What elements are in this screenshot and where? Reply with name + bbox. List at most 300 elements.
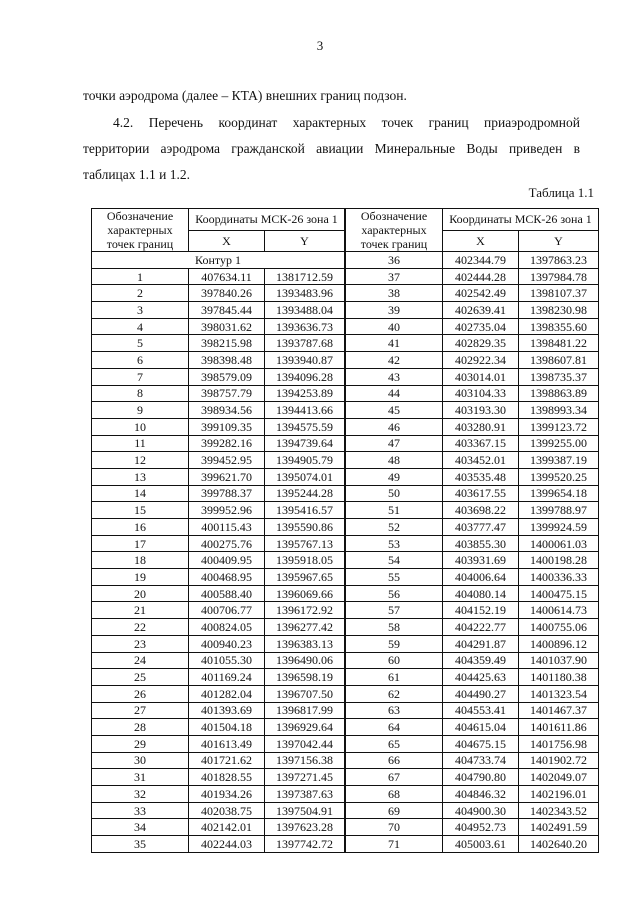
table-row	[92, 719, 345, 736]
table-row	[92, 285, 345, 302]
point-number-cell: 65	[346, 735, 443, 752]
coordinates-table-left	[91, 208, 345, 853]
table-row	[346, 685, 599, 702]
y-cell: 1402343.52	[519, 802, 599, 819]
paragraph-line-1: точки аэродрома (далее – КТА) внешних границ подзон.	[83, 88, 407, 103]
table-row	[346, 635, 599, 652]
table-row	[346, 468, 599, 485]
y-cell: 1401180.38	[519, 669, 599, 686]
header-point-designation: Обозначение характерных точек границ	[346, 209, 443, 252]
point-number-cell: 66	[346, 752, 443, 769]
table-row	[346, 435, 599, 452]
point-number-cell: 28	[92, 719, 189, 736]
x-cell: 397840.26	[189, 285, 265, 302]
point-number-cell: 57	[346, 602, 443, 619]
x-cell: 400824.05	[189, 619, 265, 636]
table-row	[92, 735, 345, 752]
point-number-cell: 69	[346, 802, 443, 819]
y-cell: 1400198.28	[519, 552, 599, 569]
point-number-cell: 53	[346, 535, 443, 552]
x-cell: 402922.34	[443, 352, 519, 369]
table-row	[346, 552, 599, 569]
point-number-cell: 8	[92, 385, 189, 402]
y-cell: 1381712.59	[265, 268, 345, 285]
x-cell: 405003.61	[443, 836, 519, 853]
x-cell: 404425.63	[443, 669, 519, 686]
table-row	[346, 285, 599, 302]
y-cell: 1396172.92	[265, 602, 345, 619]
y-cell: 1400061.03	[519, 535, 599, 552]
table-row	[92, 535, 345, 552]
y-cell: 1402049.07	[519, 769, 599, 786]
table-row	[92, 602, 345, 619]
x-cell: 404553.41	[443, 702, 519, 719]
table-row	[92, 418, 345, 435]
y-cell: 1394096.28	[265, 368, 345, 385]
x-cell: 400588.40	[189, 585, 265, 602]
table-row	[346, 385, 599, 402]
point-number-cell: 61	[346, 669, 443, 686]
x-cell: 404291.87	[443, 635, 519, 652]
point-number-cell: 60	[346, 652, 443, 669]
table-row	[92, 502, 345, 519]
table-row	[346, 502, 599, 519]
x-cell: 400115.43	[189, 519, 265, 536]
x-cell: 401055.30	[189, 652, 265, 669]
point-number-cell: 64	[346, 719, 443, 736]
y-cell: 1393787.68	[265, 335, 345, 352]
table-row	[92, 368, 345, 385]
x-cell: 400706.77	[189, 602, 265, 619]
point-number-cell: 22	[92, 619, 189, 636]
x-cell: 398031.62	[189, 318, 265, 335]
header-y: Y	[265, 230, 345, 252]
y-cell: 1395918.05	[265, 552, 345, 569]
table-row	[346, 402, 599, 419]
y-cell: 1395244.28	[265, 485, 345, 502]
table-caption: Таблица 1.1	[528, 185, 594, 200]
point-number-cell: 25	[92, 669, 189, 686]
x-cell: 402142.01	[189, 819, 265, 836]
y-cell: 1394575.59	[265, 418, 345, 435]
x-cell: 402829.35	[443, 335, 519, 352]
x-cell: 400940.23	[189, 635, 265, 652]
header-point-designation: Обозначение характерных точек границ	[92, 209, 189, 252]
table-row	[346, 485, 599, 502]
contour-row	[92, 252, 345, 269]
y-cell: 1399654.18	[519, 485, 599, 502]
y-cell: 1398230.98	[519, 302, 599, 319]
point-number-cell: 62	[346, 685, 443, 702]
y-cell: 1398993.34	[519, 402, 599, 419]
y-cell: 1397863.23	[519, 252, 599, 269]
y-cell: 1399387.19	[519, 452, 599, 469]
page-number: 3	[316, 38, 324, 53]
point-number-cell: 29	[92, 735, 189, 752]
x-cell: 402038.75	[189, 802, 265, 819]
x-cell: 398215.98	[189, 335, 265, 352]
x-cell: 403617.55	[443, 485, 519, 502]
point-number-cell: 34	[92, 819, 189, 836]
table-row	[92, 352, 345, 369]
y-cell: 1393636.73	[265, 318, 345, 335]
header-y: Y	[519, 230, 599, 252]
y-cell: 1397271.45	[265, 769, 345, 786]
x-cell: 403014.01	[443, 368, 519, 385]
y-cell: 1393483.96	[265, 285, 345, 302]
y-cell: 1397387.63	[265, 786, 345, 803]
x-cell: 404152.19	[443, 602, 519, 619]
y-cell: 1395416.57	[265, 502, 345, 519]
y-cell: 1401611.86	[519, 719, 599, 736]
y-cell: 1398107.37	[519, 285, 599, 302]
point-number-cell: 9	[92, 402, 189, 419]
point-number-cell: 18	[92, 552, 189, 569]
y-cell: 1400614.73	[519, 602, 599, 619]
x-cell: 404675.15	[443, 735, 519, 752]
y-cell: 1398481.22	[519, 335, 599, 352]
point-number-cell: 20	[92, 585, 189, 602]
x-cell: 403452.01	[443, 452, 519, 469]
table-row	[346, 819, 599, 836]
x-cell: 400275.76	[189, 535, 265, 552]
y-cell: 1397623.28	[265, 819, 345, 836]
point-number-cell: 31	[92, 769, 189, 786]
x-cell: 398579.09	[189, 368, 265, 385]
x-cell: 403855.30	[443, 535, 519, 552]
y-cell: 1400336.33	[519, 569, 599, 586]
table-row	[92, 802, 345, 819]
x-cell: 403777.47	[443, 519, 519, 536]
y-cell: 1396598.19	[265, 669, 345, 686]
point-number-cell: 37	[346, 268, 443, 285]
point-number-cell: 5	[92, 335, 189, 352]
y-cell: 1396277.42	[265, 619, 345, 636]
table-row	[346, 652, 599, 669]
y-cell: 1393940.87	[265, 352, 345, 369]
y-cell: 1399255.00	[519, 435, 599, 452]
y-cell: 1395767.13	[265, 535, 345, 552]
point-number-cell: 52	[346, 519, 443, 536]
y-cell: 1396069.66	[265, 585, 345, 602]
x-cell: 401282.04	[189, 685, 265, 702]
point-number-cell: 4	[92, 318, 189, 335]
y-cell: 1396817.99	[265, 702, 345, 719]
x-cell: 401721.62	[189, 752, 265, 769]
y-cell: 1397984.78	[519, 268, 599, 285]
x-cell: 399788.37	[189, 485, 265, 502]
table-row	[346, 702, 599, 719]
y-cell: 1398735.37	[519, 368, 599, 385]
point-number-cell: 68	[346, 786, 443, 803]
y-cell: 1399123.72	[519, 418, 599, 435]
y-cell: 1399924.59	[519, 519, 599, 536]
header-x: X	[189, 230, 265, 252]
header-coordinates: Координаты МСК-26 зона 1	[443, 209, 599, 231]
x-cell: 399109.35	[189, 418, 265, 435]
y-cell: 1396929.64	[265, 719, 345, 736]
y-cell: 1396707.50	[265, 685, 345, 702]
x-cell: 402542.49	[443, 285, 519, 302]
table-row	[92, 752, 345, 769]
header-coordinates: Координаты МСК-26 зона 1	[189, 209, 345, 231]
point-number-cell: 23	[92, 635, 189, 652]
table-row	[346, 418, 599, 435]
y-cell: 1401902.72	[519, 752, 599, 769]
point-number-cell: 55	[346, 569, 443, 586]
x-cell: 404490.27	[443, 685, 519, 702]
point-number-cell: 38	[346, 285, 443, 302]
point-number-cell: 6	[92, 352, 189, 369]
table-row	[346, 585, 599, 602]
y-cell: 1401323.54	[519, 685, 599, 702]
table-row	[346, 802, 599, 819]
table-row	[346, 519, 599, 536]
y-cell: 1401037.90	[519, 652, 599, 669]
x-cell: 402639.41	[443, 302, 519, 319]
table-row	[92, 318, 345, 335]
paragraph-line-2: 4.2. Перечень координат характерных точек границ приаэродромной	[113, 115, 580, 130]
y-cell: 1395074.01	[265, 468, 345, 485]
point-number-cell: 46	[346, 418, 443, 435]
table-body-right	[346, 252, 599, 853]
point-number-cell: 1	[92, 268, 189, 285]
x-cell: 402344.79	[443, 252, 519, 269]
point-number-cell: 40	[346, 318, 443, 335]
table-row	[92, 435, 345, 452]
x-cell: 399452.95	[189, 452, 265, 469]
point-number-cell: 30	[92, 752, 189, 769]
table-row	[346, 252, 599, 269]
x-cell: 401504.18	[189, 719, 265, 736]
table-row	[92, 786, 345, 803]
point-number-cell: 67	[346, 769, 443, 786]
x-cell: 401393.69	[189, 702, 265, 719]
table-row	[92, 268, 345, 285]
point-number-cell: 26	[92, 685, 189, 702]
x-cell: 403104.33	[443, 385, 519, 402]
table-row	[92, 769, 345, 786]
x-cell: 403280.91	[443, 418, 519, 435]
table-row	[92, 385, 345, 402]
point-number-cell: 16	[92, 519, 189, 536]
x-cell: 404359.49	[443, 652, 519, 669]
y-cell: 1401756.98	[519, 735, 599, 752]
table-row	[92, 552, 345, 569]
y-cell: 1395967.65	[265, 569, 345, 586]
table-row	[92, 302, 345, 319]
table-row	[92, 702, 345, 719]
point-number-cell: 3	[92, 302, 189, 319]
table-row	[92, 485, 345, 502]
x-cell: 404790.80	[443, 769, 519, 786]
y-cell: 1394253.89	[265, 385, 345, 402]
x-cell: 404615.04	[443, 719, 519, 736]
y-cell: 1397156.38	[265, 752, 345, 769]
table-row	[92, 685, 345, 702]
point-number-cell: 27	[92, 702, 189, 719]
table-body-left	[92, 252, 345, 853]
point-number-cell: 13	[92, 468, 189, 485]
header-x: X	[443, 230, 519, 252]
x-cell: 397845.44	[189, 302, 265, 319]
point-number-cell: 32	[92, 786, 189, 803]
point-number-cell: 48	[346, 452, 443, 469]
x-cell: 399621.70	[189, 468, 265, 485]
y-cell: 1400475.15	[519, 585, 599, 602]
table-row	[92, 335, 345, 352]
y-cell: 1402196.01	[519, 786, 599, 803]
y-cell: 1396383.13	[265, 635, 345, 652]
x-cell: 398934.56	[189, 402, 265, 419]
x-cell: 403193.30	[443, 402, 519, 419]
x-cell: 404900.30	[443, 802, 519, 819]
table-row	[92, 652, 345, 669]
y-cell: 1397504.91	[265, 802, 345, 819]
table-row	[346, 752, 599, 769]
x-cell: 402735.04	[443, 318, 519, 335]
point-number-cell: 71	[346, 836, 443, 853]
table-row	[346, 569, 599, 586]
table-row	[92, 468, 345, 485]
y-cell: 1397042.44	[265, 735, 345, 752]
point-number-cell: 70	[346, 819, 443, 836]
point-number-cell: 39	[346, 302, 443, 319]
table-row	[346, 602, 599, 619]
x-cell: 402444.28	[443, 268, 519, 285]
table-row	[346, 352, 599, 369]
point-number-cell: 11	[92, 435, 189, 452]
table-row	[346, 368, 599, 385]
table-row	[346, 769, 599, 786]
point-number-cell: 43	[346, 368, 443, 385]
point-number-cell: 42	[346, 352, 443, 369]
point-number-cell: 2	[92, 285, 189, 302]
x-cell: 401934.26	[189, 786, 265, 803]
y-cell: 1398355.60	[519, 318, 599, 335]
point-number-cell: 44	[346, 385, 443, 402]
x-cell: 400409.95	[189, 552, 265, 569]
x-cell: 404846.32	[443, 786, 519, 803]
table-row	[346, 535, 599, 552]
table-row	[346, 669, 599, 686]
point-number-cell: 19	[92, 569, 189, 586]
table-row	[346, 302, 599, 319]
paragraph-line-3: территории аэродрома гражданской авиации Минеральные Воды приведен в	[83, 141, 580, 156]
y-cell: 1395590.86	[265, 519, 345, 536]
point-number-cell: 21	[92, 602, 189, 619]
y-cell: 1402640.20	[519, 836, 599, 853]
y-cell: 1396490.06	[265, 652, 345, 669]
table-row	[92, 819, 345, 836]
x-cell: 398757.79	[189, 385, 265, 402]
x-cell: 404952.73	[443, 819, 519, 836]
point-number-cell: 41	[346, 335, 443, 352]
y-cell: 1400896.12	[519, 635, 599, 652]
table-row	[346, 786, 599, 803]
x-cell: 403367.15	[443, 435, 519, 452]
point-number-cell: 24	[92, 652, 189, 669]
point-number-cell: 14	[92, 485, 189, 502]
x-cell: 404733.74	[443, 752, 519, 769]
point-number-cell: 45	[346, 402, 443, 419]
table-row	[346, 735, 599, 752]
point-number-cell: 54	[346, 552, 443, 569]
table-row	[92, 669, 345, 686]
point-number-cell: 10	[92, 418, 189, 435]
table-row	[92, 585, 345, 602]
y-cell: 1399788.97	[519, 502, 599, 519]
table-row	[346, 836, 599, 853]
point-number-cell: 7	[92, 368, 189, 385]
point-number-cell: 56	[346, 585, 443, 602]
coordinates-table-right	[345, 208, 599, 853]
y-cell: 1398607.81	[519, 352, 599, 369]
table-row	[92, 402, 345, 419]
table-row	[346, 452, 599, 469]
y-cell: 1398863.89	[519, 385, 599, 402]
y-cell: 1402491.59	[519, 819, 599, 836]
y-cell: 1397742.72	[265, 836, 345, 853]
point-number-cell: 51	[346, 502, 443, 519]
x-cell: 404222.77	[443, 619, 519, 636]
contour-label: Контур 1	[92, 252, 345, 269]
point-number-cell: 17	[92, 535, 189, 552]
table-row	[346, 719, 599, 736]
y-cell: 1394905.79	[265, 452, 345, 469]
table-row	[92, 836, 345, 853]
table-row	[346, 268, 599, 285]
x-cell: 399282.16	[189, 435, 265, 452]
table-row	[92, 519, 345, 536]
point-number-cell: 63	[346, 702, 443, 719]
table-row	[92, 569, 345, 586]
y-cell: 1393488.04	[265, 302, 345, 319]
table-row	[92, 452, 345, 469]
point-number-cell: 50	[346, 485, 443, 502]
y-cell: 1394739.64	[265, 435, 345, 452]
y-cell: 1401467.37	[519, 702, 599, 719]
paragraph-line-4: таблицах 1.1 и 1.2.	[83, 167, 190, 182]
x-cell: 401169.24	[189, 669, 265, 686]
point-number-cell: 15	[92, 502, 189, 519]
point-number-cell: 58	[346, 619, 443, 636]
x-cell: 402244.03	[189, 836, 265, 853]
point-number-cell: 12	[92, 452, 189, 469]
y-cell: 1399520.25	[519, 468, 599, 485]
x-cell: 401828.55	[189, 769, 265, 786]
x-cell: 399952.96	[189, 502, 265, 519]
table-row	[346, 619, 599, 636]
x-cell: 403931.69	[443, 552, 519, 569]
point-number-cell: 49	[346, 468, 443, 485]
y-cell: 1394413.66	[265, 402, 345, 419]
x-cell: 401613.49	[189, 735, 265, 752]
x-cell: 404006.64	[443, 569, 519, 586]
x-cell: 403698.22	[443, 502, 519, 519]
table-row	[92, 619, 345, 636]
x-cell: 398398.48	[189, 352, 265, 369]
table-row	[92, 635, 345, 652]
y-cell: 1400755.06	[519, 619, 599, 636]
table-row	[346, 335, 599, 352]
point-number-cell: 36	[346, 252, 443, 269]
point-number-cell: 33	[92, 802, 189, 819]
point-number-cell: 35	[92, 836, 189, 853]
x-cell: 404080.14	[443, 585, 519, 602]
point-number-cell: 59	[346, 635, 443, 652]
x-cell: 400468.95	[189, 569, 265, 586]
